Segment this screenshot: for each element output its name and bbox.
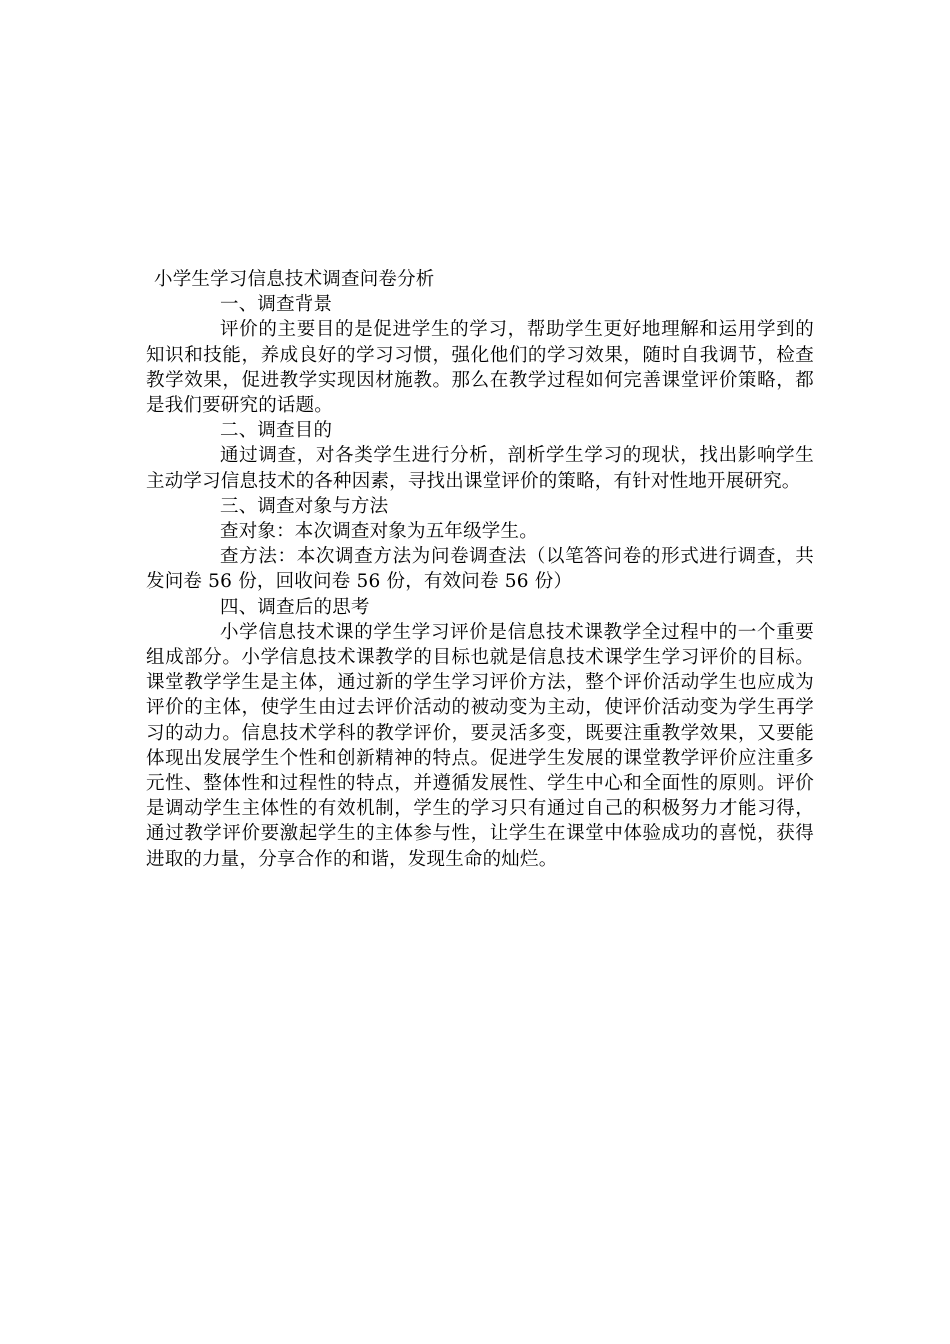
document-body (146, 267, 814, 872)
purpose-paragraph: 通过调查，对各类学生进行分析，剖析学生学习的现状，找出影响学生主动学习信息技术的各种因素，寻找出课堂评价的策略，有针对性地开展研究。 (146, 445, 814, 492)
methods-paragraph: 查方法：本次调查方法为问卷调查法（以笔答问卷的形式进行调查，共发问卷 56 份，回收问卷 56 份，有效问卷 56 份） (146, 546, 814, 593)
reflection-paragraph: 小学信息技术课的学生学习评价是信息技术课教学全过程中的一个重要组成部分。小学信息技术课教学的目标也就是信息技术课学生学习评价的目标。课堂教学学生是主体，通过新的学生学习评价方法，整个评价活动学生也应成为评价的主体，使学生由过去评价活动的被动变为主动，使评价活动变为学生再学习的动力。信息技术学科的教学评价，要灵活多变，既要注重教学效果，又要能体现出发展学生个性和创新精神的特点。促进学生发展的课堂教学评价应注重多元性、整体性和过程性的特点，并遵循发展性、学生中心和全面性的原则。评价是调动学生主体性的有效机制，学生的学习只有通过自己的积极努力才能习得，通过教学评价要激起学生的主体参与性，让学生在课堂中体验成功的喜悦，获得进取的力量，分享合作的和谐，发现生命的灿烂。 (146, 621, 814, 870)
subjects-paragraph: 查对象：本次调查对象为五年级学生。 (220, 521, 538, 543)
section-heading-reflection: 四、调查后的思考 (220, 596, 370, 618)
section-heading-purpose: 二、调查目的 (220, 420, 333, 442)
document-title: 小学生学习信息技术调查问卷分析 (154, 269, 435, 290)
section-heading-background: 一、调查背景 (220, 294, 333, 316)
background-paragraph: 评价的主要目的是促进学生的学习，帮助学生更好地理解和运用学到的知识和技能，养成良好的学习习惯，强化他们的学习效果，随时自我调节，检查教学效果，促进教学实现因材施教。那么在教学过程如何完善课堂评价策略，都是我们要研究的话题。 (146, 319, 814, 417)
section-heading-subjects-methods: 三、调查对象与方法 (220, 495, 389, 517)
